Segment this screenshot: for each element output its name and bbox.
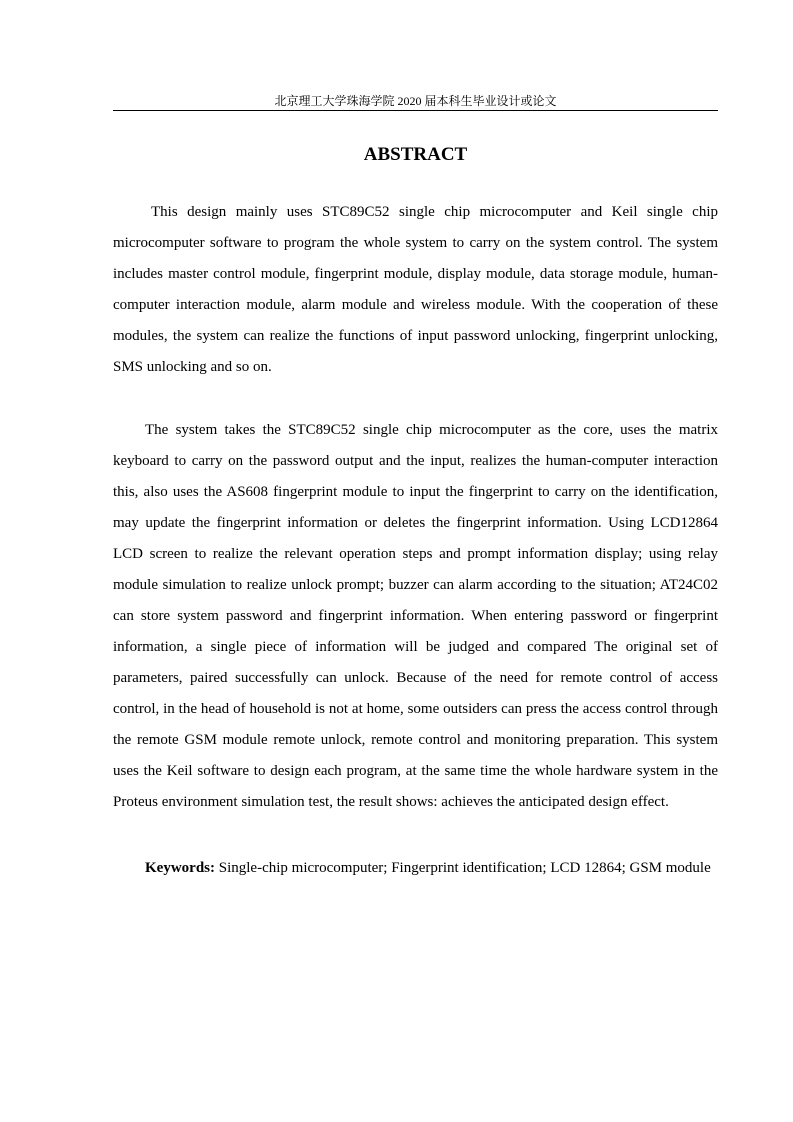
abstract-paragraph-2: The system takes the STC89C52 single chip microcomputer as the core, uses the matrix keyboard to carry on the password output and the input, realizes the human-computer interaction this, also uses the AS608 fingerprint module to input the fingerprint to carry on the identification, may update the fingerprint information or deletes the fingerprint information. Using LCD12864 LCD screen to realize the relevant operation steps and prompt information display; using relay module simulation to realize unlock prompt; buzzer can alarm according to the situation; AT24C02 can store system password and fingerprint information. When entering password or fingerprint information, a single piece of information will be judged and compared The original set of parameters, paired successfully can unlock. Because of the need for remote control of access control, in the head of household is not at home, some outsiders can press the access control through the remote GSM module remote unlock, remote control and monitoring preparation. This system uses the Keil software to design each program, at the same time the whole hardware system in the Proteus environment simulation test, the result shows: achieves the anticipated design effect. [113,422,718,810]
abstract-paragraph-1: This design mainly uses STC89C52 single chip microcomputer and Keil single chip microcomputer software to program the whole system to carry on the system control. The system includes master control module, fingerprint module, display module, data storage module, human-computer interaction module, alarm module and wireless module. With the cooperation of these modules, the system can realize the functions of input password unlocking, fingerprint unlocking, SMS unlocking and so on. [113,204,718,375]
keywords-label: Keywords: [145,860,215,876]
abstract-title: ABSTRACT [363,144,468,165]
header-divider [113,110,718,111]
keywords-line [113,853,718,884]
running-header: 北京理工大学珠海学院 2020 届本科生毕业设计或论文 [274,94,557,108]
keywords-text: Single-chip microcomputer; Fingerprint identification; LCD 12864; GSM module [215,860,711,876]
